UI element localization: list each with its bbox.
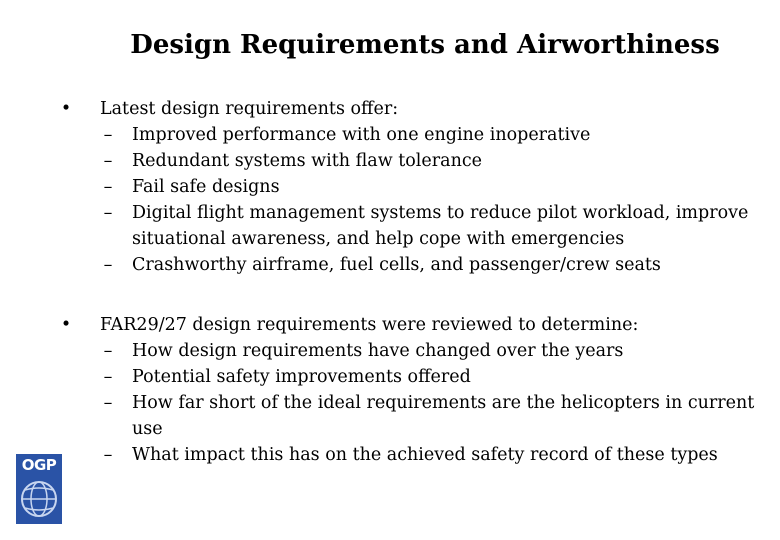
sub-item-text: Fail safe designs xyxy=(132,177,280,197)
sub-item xyxy=(56,442,776,468)
bullet-text: Latest design requirements offer: xyxy=(100,99,399,119)
bullet-item xyxy=(56,312,776,338)
sub-item xyxy=(56,148,776,174)
sub-item-text: Redundant systems with flaw tolerance xyxy=(132,151,482,171)
dash-marker: – xyxy=(103,393,113,413)
dash-marker: – xyxy=(103,255,113,275)
dash-marker: – xyxy=(103,177,113,197)
sub-item-text: Digital flight management systems to reduce pilot workload, improve situational awareness, and help cope with emergencies xyxy=(132,203,749,249)
bullet-dot: • xyxy=(60,99,72,119)
sub-item-text: Potential safety improvements offered xyxy=(132,367,471,387)
bullet-dot: • xyxy=(60,315,72,335)
sub-item-text: What impact this has on the achieved safety record of these types xyxy=(132,445,718,465)
dash-marker: – xyxy=(103,367,113,387)
dash-marker: – xyxy=(103,125,113,145)
dash-marker: – xyxy=(103,445,113,465)
sub-item-text: Improved performance with one engine inoperative xyxy=(132,125,591,145)
sub-item xyxy=(56,390,776,442)
sub-item xyxy=(56,200,776,252)
ogp-logo xyxy=(16,454,62,524)
sub-item xyxy=(56,122,776,148)
dash-marker: – xyxy=(103,151,113,171)
bullet-section-2 xyxy=(56,312,776,468)
globe-icon xyxy=(16,474,62,524)
sub-item xyxy=(56,338,776,364)
sub-item xyxy=(56,174,776,200)
slide-title: Design Requirements and Airworthiness xyxy=(130,30,720,60)
dash-marker: – xyxy=(103,341,113,361)
bullet-text: FAR29/27 design requirements were reviewed to determine: xyxy=(100,315,639,335)
sub-item-text: How far short of the ideal requirements are the helicopters in current use xyxy=(132,393,755,439)
sub-item xyxy=(56,252,776,278)
sub-item-text: How design requirements have changed over the years xyxy=(132,341,624,361)
dash-marker: – xyxy=(103,203,113,223)
sub-item xyxy=(56,364,776,390)
bullet-section-1 xyxy=(56,96,776,278)
sub-item-text: Crashworthy airframe, fuel cells, and passenger/crew seats xyxy=(132,255,661,275)
bullet-item xyxy=(56,96,776,122)
logo-text: OGP xyxy=(21,456,57,474)
